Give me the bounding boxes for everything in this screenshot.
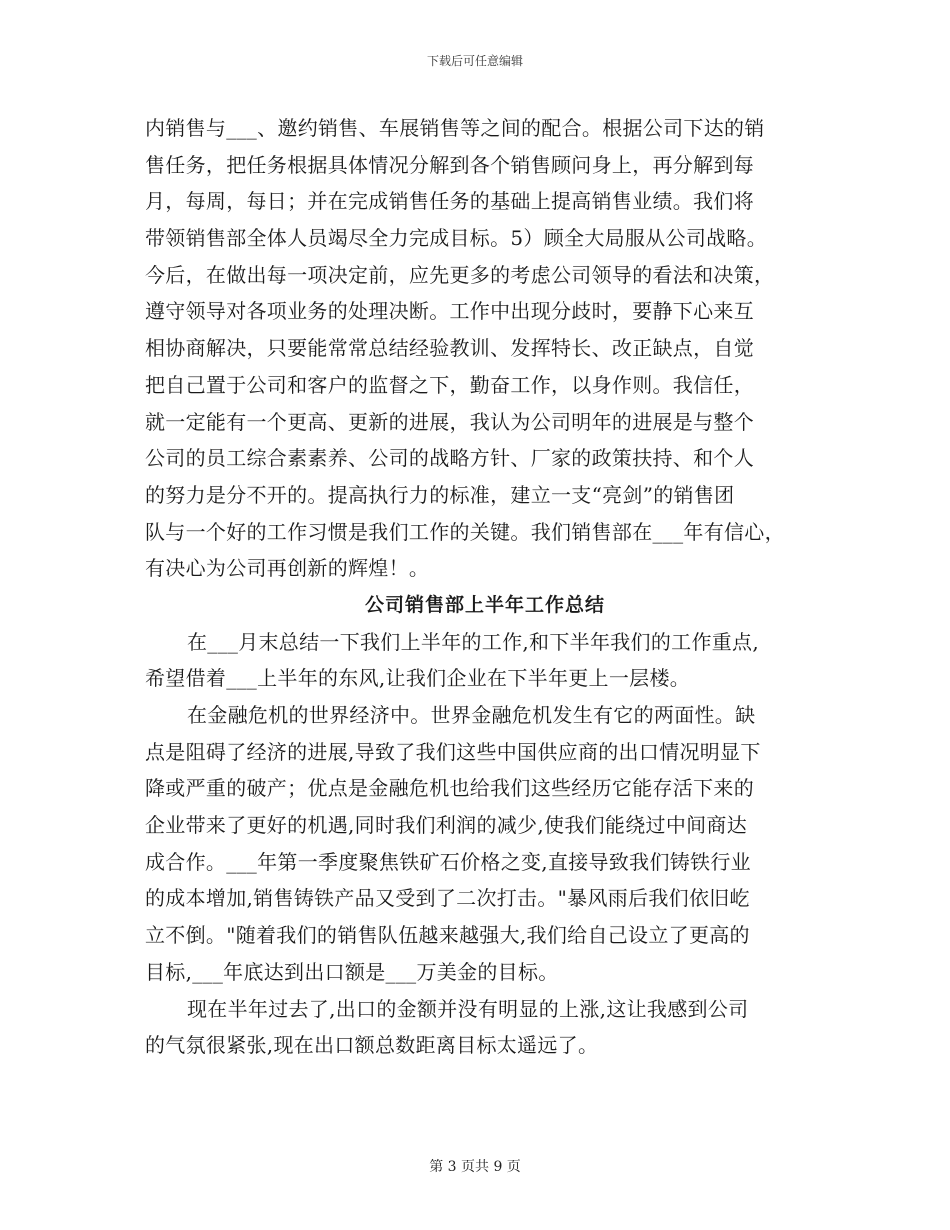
paragraph-financial-crisis	[145, 697, 825, 991]
text-line: 把自己置于公司和客户的监督之下，勤奋工作，以身作则。我信任，	[145, 372, 754, 397]
text-line: 今后，在做出每一项决定前，应先更多的考虑公司领导的看法和决策，	[145, 262, 775, 287]
text-line: 遵守领导对各项业务的处理决断。工作中出现分歧时，要静下心来互	[145, 299, 754, 324]
paragraph-continuation	[145, 110, 825, 587]
text-line: 相协商解决，只要能常常总结经验教训、发挥特长、改正缺点，自觉	[145, 336, 754, 361]
text-line: 带领销售部全体人员竭尽全力完成目标。5）顾全大局服从公司战略。	[145, 226, 768, 251]
text-line: 成合作。___年第一季度聚焦铁矿石价格之变,直接导致我们铸铁行业	[145, 849, 751, 874]
text-line: 降或严重的破产；优点是金融危机也给我们这些经历它能存活下来的	[145, 776, 754, 801]
text-line: 售任务，把任务根据具体情况分解到各个销售顾问身上，再分解到每	[145, 152, 754, 177]
text-line: 在___月末总结一下我们上半年的工作,和下半年我们的工作重点,	[187, 629, 760, 654]
document-body	[145, 110, 825, 1064]
text-line: 企业带来了更好的机遇,同时我们利润的减少,使我们能绕过中间商达	[145, 813, 748, 838]
paragraph-current-status	[145, 991, 825, 1064]
text-line: 现在半年过去了,出口的金额并没有明显的上涨,这让我感到公司	[187, 996, 749, 1021]
text-line: 队与一个好的工作习惯是我们工作的关键。我们销售部在___年有信心，	[145, 519, 785, 544]
text-line: 立不倒。"随着我们的销售队伍越来越强大,我们给自己设立了更高的	[145, 923, 750, 948]
text-line: 的努力是分不开的。提高执行力的标准，建立一支“亮剑”的销售团	[145, 482, 735, 507]
page-header: 下载后可任意编辑	[426, 54, 523, 68]
text-line: 有决心为公司再创新的辉煌！。	[145, 556, 430, 581]
text-line: 公司的员工综合素素养、公司的战略方针、厂家的政策扶持、和个人	[145, 446, 754, 471]
text-line: 的气氛很紧张,现在出口额总数距离目标太遥远了。	[145, 1033, 599, 1058]
text-line: 月，每周，每日；并在完成销售任务的基础上提高销售业绩。我们将	[145, 189, 754, 214]
text-line: 内销售与___、邀约销售、车展销售等之间的配合。根据公司下达的销	[145, 116, 765, 140]
section-title: 公司销售部上半年工作总结	[364, 593, 605, 616]
text-line: 就一定能有一个更高、更新的进展，我认为公司明年的进展是与整个	[145, 409, 754, 434]
text-line: 在金融危机的世界经济中。世界金融危机发生有它的两面性。缺	[187, 703, 756, 727]
text-line: 希望借着___上半年的东风,让我们企业在下半年更上一层楼。	[145, 666, 691, 691]
text-line: 点是阻碍了经济的进展,导致了我们这些中国供应商的出口情况明显下	[145, 739, 761, 764]
paragraph-intro	[145, 624, 825, 697]
text-line: 目标,___年底达到出口额是___万美金的目标。	[145, 959, 559, 984]
page-footer: 第 3 页共 9 页	[429, 1159, 521, 1175]
text-line: 的成本增加,销售铸铁产品又受到了二次打击。"暴风雨后我们依旧屹	[145, 886, 750, 911]
